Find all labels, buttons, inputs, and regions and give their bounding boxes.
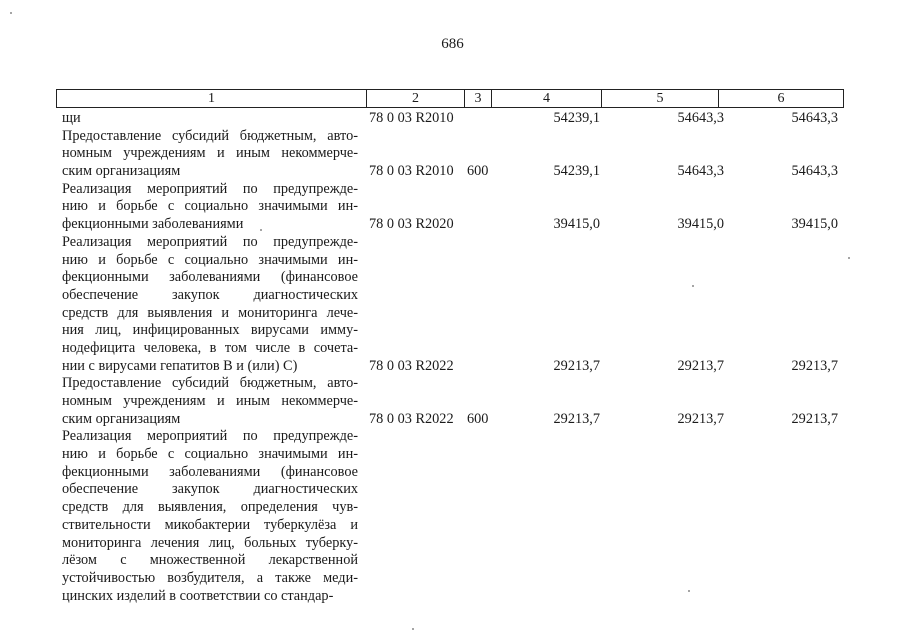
row-description-line: нию и борьбе с социально значимыми ин- [62, 251, 358, 268]
row-description-line: цинских изделий в соответствии со стандар- [62, 587, 334, 604]
row-value-col6: 39415,0 [791, 216, 838, 233]
table-description-column [62, 110, 358, 605]
row-description-line: нии с вирусами гепатитов B и (или) C) [62, 357, 298, 374]
row-description-line: Реализация мероприятий по предупрежде- [62, 180, 358, 197]
row-description-line: мониторинга лечения лиц, больных туберку- [62, 534, 358, 551]
row-description-line: ским организациям [62, 410, 181, 427]
row-value-col5: 54643,3 [677, 110, 724, 126]
row-description-line: номным учреждениям и иным некоммерче- [62, 393, 358, 409]
row-value-col4: 29213,7 [553, 357, 600, 374]
row-code: 78 0 03 R2010 [369, 163, 454, 180]
row-description-line: нию и борьбе с социально значимыми ин- [62, 446, 358, 463]
row-value-col6: 29213,7 [791, 410, 838, 427]
row-description-line: фекционными заболеваниями (финансовое [62, 269, 358, 286]
row-description-line: Предоставление субсидий бюджетным, авто- [62, 375, 358, 392]
scan-speck [848, 257, 850, 259]
row-code: 78 0 03 R2022 [369, 357, 454, 374]
header-col-3: 3 [464, 90, 491, 107]
row-value-col4: 29213,7 [553, 410, 600, 427]
row-value-col4: 54239,1 [553, 110, 600, 126]
scan-speck [10, 12, 12, 14]
row-expense-type: 600 [467, 410, 489, 427]
row-description-line: средств для выявления, определения чув- [62, 499, 358, 516]
row-description-line: лёзом с множественной лекарственной [62, 552, 358, 569]
row-code: 78 0 03 R2010 [369, 110, 454, 126]
row-description-line: средств для выявления и мониторинга лече- [62, 304, 358, 321]
row-value-col6: 54643,3 [791, 110, 838, 126]
row-expense-type: 600 [467, 163, 489, 180]
scan-speck [692, 285, 694, 287]
row-description-line: щи [62, 110, 81, 126]
row-value-col5: 29213,7 [677, 357, 724, 374]
row-description-line: ским организациям [62, 163, 181, 180]
row-description-line: устойчивостью возбудителя, а также меди- [62, 569, 358, 586]
scan-speck [412, 628, 414, 630]
scan-speck [688, 590, 690, 592]
row-description-line: нию и борьбе с социально значимыми ин- [62, 198, 358, 215]
row-description-line: ствительности микобактерии туберкулёза и [62, 516, 358, 533]
table-header [56, 89, 844, 108]
row-value-col6: 54643,3 [791, 163, 838, 180]
header-col-2: 2 [366, 90, 464, 107]
row-value-col5: 54643,3 [677, 163, 724, 180]
row-value-col6: 29213,7 [791, 357, 838, 374]
row-value-col4: 39415,0 [553, 216, 600, 233]
row-code: 78 0 03 R2022 [369, 410, 454, 427]
header-col-6: 6 [718, 90, 843, 107]
row-description-line: нодефицита человека, в том числе в сочета- [62, 339, 358, 356]
row-description-line: номным учреждениям и иным некоммерче- [62, 145, 358, 162]
row-description-line: обеспечение закупок диагностических [62, 481, 358, 498]
header-col-1: 1 [208, 91, 215, 106]
row-description-line: Реализация мероприятий по предупрежде- [62, 233, 358, 250]
row-description-line: обеспечение закупок диагностических [62, 286, 358, 303]
page-number: 686 [441, 36, 464, 52]
row-description-line: ния лиц, инфицированных вирусами имму- [62, 322, 358, 339]
row-description-line: Предоставление субсидий бюджетным, авто- [62, 127, 358, 144]
row-description-line: фекционными заболеваниями [62, 216, 244, 233]
header-col-4: 4 [491, 90, 601, 107]
row-value-col4: 54239,1 [553, 163, 600, 180]
row-value-col5: 39415,0 [677, 216, 724, 233]
row-code: 78 0 03 R2020 [369, 216, 454, 233]
scan-speck [260, 229, 262, 231]
row-value-col5: 29213,7 [677, 410, 724, 427]
header-col-5: 5 [601, 90, 718, 107]
row-description-line: фекционными заболеваниями (финансовое [62, 463, 358, 480]
row-description-line: Реализация мероприятий по предупрежде- [62, 428, 358, 445]
